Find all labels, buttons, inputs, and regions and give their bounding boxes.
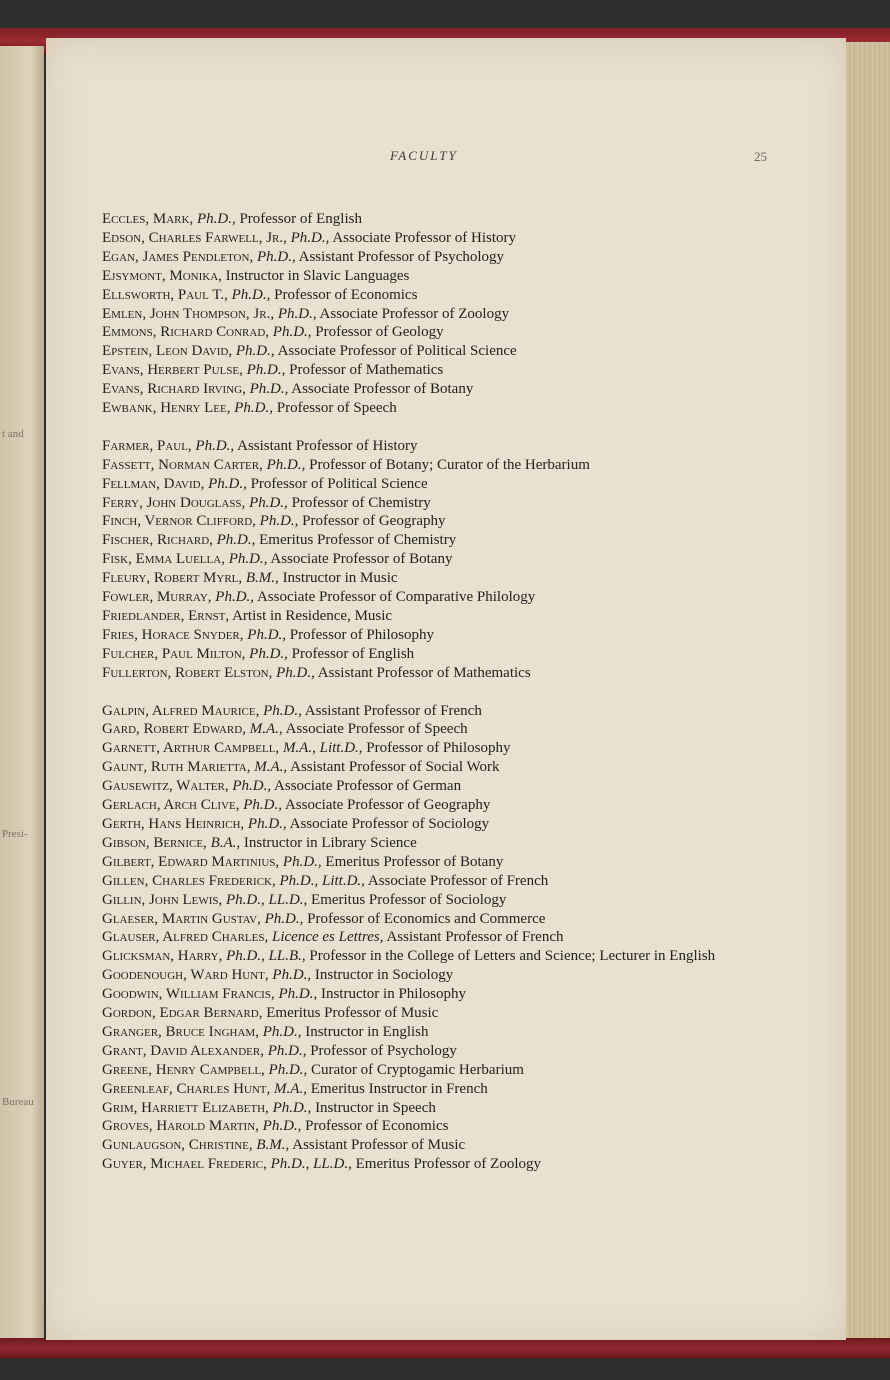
faculty-title: Assistant Professor of Music [292, 1137, 466, 1154]
faculty-degree: M.A., [249, 721, 283, 738]
faculty-degree: Ph.D., [277, 305, 317, 322]
faculty-title: Curator of Cryptogamic Herbarium [311, 1061, 524, 1078]
faculty-degree: Ph.D., LL.D., [270, 1156, 352, 1173]
faculty-degree: Ph.D., [195, 437, 235, 454]
faculty-entry [102, 342, 792, 361]
faculty-entry [102, 758, 792, 777]
faculty-entry [102, 853, 792, 872]
faculty-title: Emeritus Professor of Botany [325, 853, 504, 870]
faculty-entry [102, 815, 792, 834]
faculty-name: Ferry, John Douglass, [102, 494, 246, 511]
faculty-degree: Ph.D., [256, 248, 296, 265]
faculty-degree: Ph.D., [215, 589, 255, 606]
faculty-name: Galpin, Alfred Maurice, [102, 702, 260, 719]
faculty-title: Instructor in Philosophy [320, 986, 466, 1003]
faculty-degree: Ph.D., [247, 815, 287, 832]
running-head: FACULTY [390, 148, 458, 163]
faculty-degree: Ph.D., [276, 664, 315, 681]
faculty-entry [102, 928, 792, 947]
faculty-name: Fries, Horace Snyder, [102, 626, 244, 643]
faculty-entry [102, 475, 792, 494]
faculty-degree: Ph.D., [272, 1099, 312, 1116]
faculty-name: Ejsymont, Monika, [102, 267, 222, 284]
faculty-entry [102, 645, 792, 664]
faculty-title: Professor of Chemistry [291, 494, 431, 511]
faculty-entry [102, 305, 792, 324]
faculty-name: Fischer, Richard, [102, 532, 213, 549]
faculty-entry [102, 834, 792, 853]
faculty-entry [102, 1061, 792, 1080]
faculty-title: Professor of Philosophy [289, 626, 434, 643]
prev-page-fragment: Bureau [2, 1096, 34, 1108]
faculty-entry [102, 872, 792, 891]
faculty-title: Associate Professor of French [367, 872, 549, 889]
faculty-name: Gerth, Hans Heinrich, [102, 815, 245, 832]
faculty-title: Associate Professor of Political Science [277, 343, 517, 360]
faculty-degree: Ph.D., [249, 645, 288, 662]
faculty-degree: Ph.D., [196, 211, 236, 227]
faculty-title: Associate Professor of Comparative Philology [256, 589, 536, 606]
faculty-entry [102, 380, 792, 399]
faculty-entry [102, 1042, 792, 1061]
faculty-entry [102, 985, 792, 1004]
faculty-name: Epstein, Leon David, [102, 343, 233, 360]
faculty-title: Associate Professor of Geography [284, 797, 491, 814]
faculty-entry [102, 512, 792, 531]
faculty-name: Ewbank, Henry Lee, [102, 400, 231, 417]
faculty-title: Assistant Professor of Social Work [290, 759, 500, 776]
faculty-entry [102, 739, 792, 758]
faculty-entry [102, 910, 792, 929]
faculty-entry [102, 437, 792, 456]
faculty-entry [102, 323, 792, 342]
faculty-entry [102, 550, 792, 569]
faculty-title: Instructor in Slavic Languages [225, 267, 410, 284]
faculty-title: Professor of Mathematics [289, 362, 444, 379]
faculty-degree: Ph.D., [267, 1042, 307, 1059]
faculty-degree: Ph.D., LL.D., [226, 891, 308, 908]
faculty-name: Goodenough, Ward Hunt, [102, 967, 269, 984]
faculty-name: Fisk, Emma Luella, [102, 551, 225, 568]
faculty-title: Professor of Geology [315, 324, 444, 341]
prev-page-fragment: t and [2, 428, 24, 440]
faculty-entry [102, 1004, 792, 1023]
faculty-name: Goodwin, William Francis, [102, 986, 275, 1003]
faculty-title: Associate Professor of Zoology [319, 305, 510, 322]
faculty-name: Emmons, Richard Conrad, [102, 324, 270, 341]
faculty-degree: Ph.D., [278, 986, 318, 1003]
faculty-name: Gard, Robert Edward, [102, 721, 246, 738]
faculty-title: Professor of Political Science [250, 475, 428, 492]
faculty-degree: Licence es Lettres, [272, 929, 384, 946]
faculty-degree: M.A., Litt.D., [282, 740, 363, 757]
faculty-name: Gillen, Charles Frederick, [102, 872, 276, 889]
faculty-name: Garnett, Arthur Campbell, [102, 740, 280, 757]
faculty-name: Gibson, Bernice, [102, 834, 207, 851]
page-number: 25 [754, 149, 767, 164]
faculty-name: Granger, Bruce Ingham, [102, 1023, 259, 1040]
faculty-title: Instructor in Music [282, 570, 398, 587]
faculty-name: Greenleaf, Charles Hunt, [102, 1080, 271, 1097]
faculty-entry [102, 229, 792, 248]
faculty-name: Friedlander, Ernst, [102, 608, 230, 625]
faculty-entry [102, 248, 792, 267]
faculty-title: Professor of Geography [302, 513, 446, 530]
faculty-degree: Ph.D., Litt.D., [279, 872, 365, 889]
faculty-entry [102, 664, 792, 683]
faculty-title: Associate Professor of Botany [270, 551, 453, 568]
faculty-entry [102, 531, 792, 550]
faculty-name: Emlen, John Thompson, Jr., [102, 305, 275, 322]
faculty-name: Fullerton, Robert Elston, [102, 664, 273, 681]
faculty-entry [102, 1155, 792, 1174]
faculty-title: Associate Professor of German [274, 778, 462, 795]
faculty-degree: Ph.D., [234, 400, 273, 417]
faculty-entry [102, 607, 792, 626]
faculty-name: Gilbert, Edward Martinius, [102, 853, 280, 870]
faculty-title: Associate Professor of Speech [285, 721, 468, 738]
faculty-name: Fellman, David, [102, 475, 205, 492]
faculty-name: Gillin, John Lewis, [102, 891, 223, 908]
faculty-entry [102, 588, 792, 607]
faculty-degree: Ph.D., [266, 456, 306, 473]
faculty-name: Fulcher, Paul Milton, [102, 645, 246, 662]
faculty-degree: Ph.D., [264, 910, 304, 927]
faculty-degree: Ph.D., [249, 494, 288, 511]
faculty-title: Associate Professor of Botany [291, 381, 474, 398]
faculty-degree: Ph.D., [228, 551, 268, 568]
faculty-name: Greene, Henry Campbell, [102, 1061, 265, 1078]
faculty-entry [102, 626, 792, 645]
previous-page-edge [0, 46, 44, 1342]
faculty-entry [102, 569, 792, 588]
faculty-degree: Ph.D., [235, 343, 275, 360]
faculty-degree: Ph.D., LL.B., [226, 948, 306, 965]
faculty-degree: B.M., [245, 570, 279, 587]
faculty-degree: Ph.D., [282, 853, 322, 870]
faculty-name: Farmer, Paul, [102, 437, 192, 454]
faculty-title: Professor of Economics [305, 1118, 449, 1135]
faculty-name: Glauser, Alfred Charles, [102, 929, 269, 946]
faculty-name: Gausewitz, Walter, [102, 778, 229, 795]
faculty-entry [102, 1117, 792, 1136]
faculty-degree: M.A., [254, 759, 288, 776]
faculty-degree: Ph.D., [259, 513, 299, 530]
faculty-title: Associate Professor of Sociology [289, 815, 490, 832]
faculty-name: Guyer, Michael Frederic, [102, 1156, 267, 1173]
page-stack-edge [846, 42, 890, 1342]
faculty-degree: Ph.D., [249, 381, 289, 398]
faculty-title: Instructor in Sociology [314, 967, 454, 984]
faculty-name: Glicksman, Harry, [102, 948, 223, 965]
faculty-name: Fassett, Norman Carter, [102, 456, 263, 473]
faculty-title: Assistant Professor of Psychology [298, 248, 505, 265]
faculty-entry [102, 947, 792, 966]
faculty-title: Emeritus Professor of Zoology [355, 1156, 541, 1173]
faculty-title: Instructor in English [305, 1023, 429, 1040]
faculty-name: Eccles, Mark, [102, 211, 194, 227]
faculty-title: Professor of Speech [276, 400, 397, 417]
faculty-degree: Ph.D., [232, 778, 272, 795]
faculty-degree: B.A., [210, 834, 241, 851]
faculty-degree: Ph.D., [216, 532, 256, 549]
faculty-title: Professor of Economics [274, 286, 418, 303]
faculty-title: Professor of Economics and Commerce [307, 910, 546, 927]
faculty-name: Ellsworth, Paul T., [102, 286, 228, 303]
faculty-name: Evans, Herbert Pulse, [102, 362, 243, 379]
faculty-entry [102, 891, 792, 910]
faculty-name: Finch, Vernor Clifford, [102, 513, 256, 530]
group-separator [102, 418, 792, 437]
faculty-entry [102, 267, 792, 286]
faculty-name: Grant, David Alexander, [102, 1042, 264, 1059]
faculty-degree: Ph.D., [268, 1061, 308, 1078]
faculty-degree: Ph.D., [247, 626, 287, 643]
faculty-name: Fowler, Murray, [102, 589, 212, 606]
faculty-name: Edson, Charles Farwell, Jr., [102, 229, 287, 246]
faculty-list [102, 210, 792, 1174]
faculty-entry [102, 1080, 792, 1099]
faculty-degree: Ph.D., [243, 797, 283, 814]
faculty-name: Evans, Richard Irving, [102, 381, 246, 398]
faculty-entry [102, 702, 792, 721]
faculty-title: Professor of English [291, 645, 415, 662]
faculty-title: Assistant Professor of French [386, 929, 564, 946]
faculty-title: Associate Professor of History [332, 229, 517, 246]
faculty-entry [102, 456, 792, 475]
faculty-name: Grim, Harriett Elizabeth, [102, 1099, 269, 1116]
faculty-title: Emeritus Instructor in French [310, 1080, 488, 1097]
faculty-title: Assistant Professor of History [237, 437, 418, 454]
faculty-title: Professor of Botany; Curator of the Herbarium [309, 456, 590, 473]
faculty-degree: B.M., [256, 1137, 290, 1154]
faculty-title: Instructor in Library Science [243, 834, 417, 851]
faculty-title: Professor in the College of Letters and Science; Lecturer in English [309, 948, 716, 965]
faculty-name: Fleury, Robert Myrl, [102, 570, 243, 587]
prev-page-fragment: Presi- [2, 828, 28, 840]
faculty-name: Egan, James Pendleton, [102, 248, 254, 265]
faculty-title: Professor of Philosophy [366, 740, 511, 757]
faculty-title: Professor of Psychology [310, 1042, 457, 1059]
faculty-title: Assistant Professor of French [304, 702, 482, 719]
faculty-name: Gunlaugson, Christine, [102, 1137, 253, 1154]
faculty-entry [102, 361, 792, 380]
faculty-entry [102, 1023, 792, 1042]
faculty-degree: Ph.D., [262, 1023, 302, 1040]
faculty-degree: Ph.D., [272, 967, 312, 984]
faculty-degree: Ph.D., [246, 362, 286, 379]
binding-bottom-edge [0, 1338, 890, 1358]
faculty-entry [102, 1136, 792, 1155]
faculty-entry [102, 1099, 792, 1118]
faculty-name: Gerlach, Arch Clive, [102, 797, 240, 814]
faculty-entry [102, 210, 792, 229]
faculty-title: Artist in Residence, Music [232, 608, 393, 625]
faculty-entry [102, 720, 792, 739]
faculty-entry [102, 286, 792, 305]
faculty-degree: Ph.D., [231, 286, 271, 303]
faculty-title: Professor of English [239, 211, 362, 227]
faculty-title: Emeritus Professor of Music [266, 1005, 439, 1022]
faculty-degree: Ph.D., [262, 1118, 302, 1135]
faculty-entry [102, 777, 792, 796]
faculty-name: Gordon, Edgar Bernard, [102, 1005, 263, 1022]
faculty-name: Glaeser, Martin Gustav, [102, 910, 261, 927]
faculty-name: Gaunt, Ruth Marietta, [102, 759, 251, 776]
faculty-title: Emeritus Professor of Chemistry [259, 532, 457, 549]
faculty-degree: Ph.D., [272, 324, 312, 341]
group-separator [102, 683, 792, 702]
faculty-title: Instructor in Speech [315, 1099, 436, 1116]
faculty-title: Assistant Professor of Mathematics [317, 664, 531, 681]
faculty-degree: M.A., [274, 1080, 307, 1097]
faculty-name: Groves, Harold Martin, [102, 1118, 259, 1135]
faculty-entry [102, 966, 792, 985]
faculty-entry [102, 399, 792, 418]
faculty-degree: Ph.D., [208, 475, 247, 492]
faculty-degree: Ph.D., [263, 702, 302, 719]
faculty-entry [102, 494, 792, 513]
faculty-title: Emeritus Professor of Sociology [311, 891, 507, 908]
faculty-entry [102, 796, 792, 815]
faculty-degree: Ph.D., [290, 229, 330, 246]
